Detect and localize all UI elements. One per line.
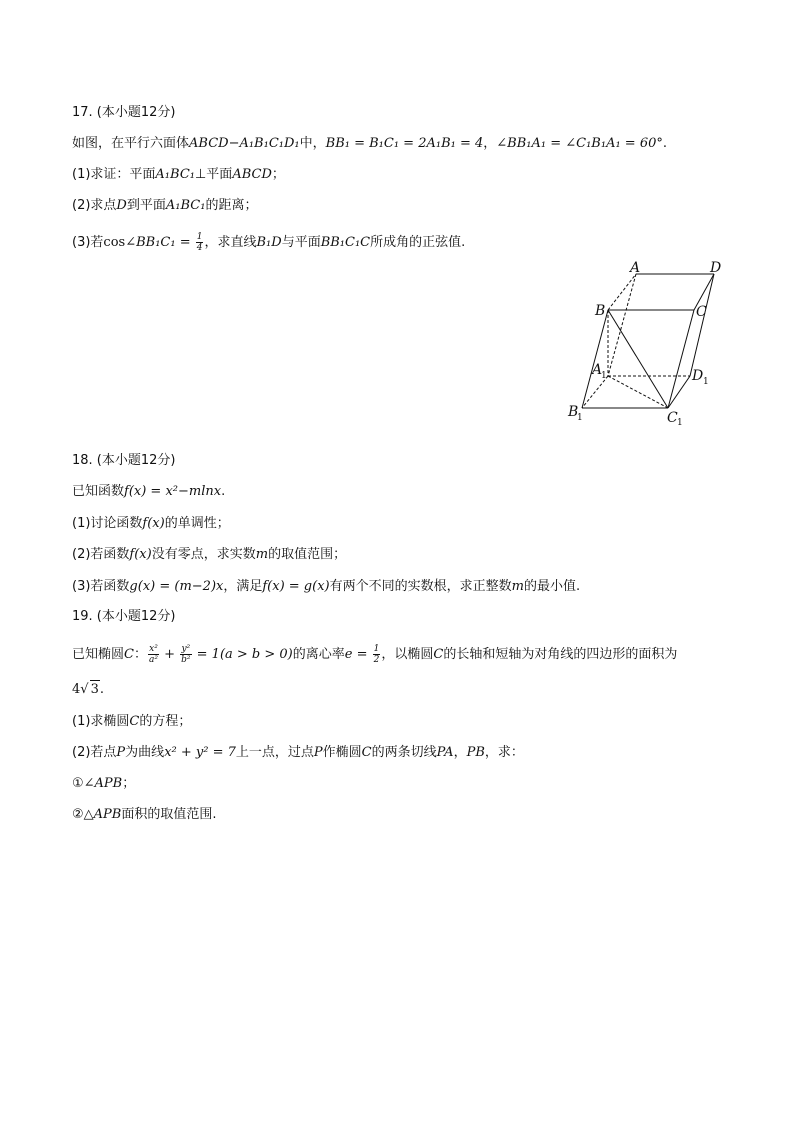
edge-BB1 — [582, 310, 608, 408]
q18-part-2 — [72, 546, 346, 564]
edge-CC1 — [668, 310, 694, 408]
label-D: D — [710, 260, 722, 276]
q19-intro-text: 已知椭圆 — [72, 647, 125, 662]
q17-p3-mid2: 与平面 — [281, 235, 321, 250]
q19-intro-text-2: 的离心率 — [292, 647, 345, 662]
q19-p2-mid4: 的两条切线 — [371, 745, 437, 760]
q17-angles: ∠BB₁A₁ = ∠C₁B₁A₁ = 60° — [496, 136, 663, 151]
q19-s1-expr: ∠APB — [83, 776, 123, 791]
q19-p2-comma: ， — [453, 745, 467, 760]
q17-part-3 — [72, 232, 465, 253]
q18-p3-end: 的最小值. — [523, 579, 581, 594]
q17-p3-end: 所成角的正弦值. — [370, 235, 466, 250]
label-D1: D — [692, 368, 704, 384]
q19-C2: C — [433, 647, 444, 662]
q19-ellipse-rest: = 1(a > b > 0) — [192, 647, 293, 662]
q17-p2-label: (2)求点 — [72, 198, 117, 213]
label-B1: B — [568, 404, 579, 420]
q19-ellipse-x-num: x² — [149, 644, 158, 654]
label-C1: C — [667, 410, 678, 426]
q18-part-3 — [72, 578, 580, 596]
q17-p2-point: D — [116, 198, 127, 213]
label-C: C — [696, 304, 707, 320]
q19-ellipse-y-frac — [180, 644, 191, 665]
q18-p2-var: m — [255, 547, 269, 562]
q19-sub-1 — [72, 775, 135, 793]
q17-p3-cos: cos — [103, 235, 126, 250]
q19-p2-mid1: 为曲线 — [125, 745, 165, 760]
q18-intro-end: . — [221, 484, 226, 499]
label-B: B — [595, 303, 606, 319]
q18-intro — [72, 483, 225, 501]
q18-function: f(x) = x²−mlnx — [124, 484, 222, 499]
q19-p2-mid2: 上一点，过点 — [235, 745, 314, 760]
q19-p2-PB: PB — [466, 745, 485, 760]
q19-area-coef: 4 — [72, 682, 81, 697]
q17-p3-line: B₁D — [256, 235, 282, 250]
label-A1: A — [592, 362, 603, 378]
q18-p3-mid1: ，满足 — [223, 579, 263, 594]
q19-ellipse-y-den: b² — [181, 655, 191, 665]
q19-p2-end: ，求： — [484, 745, 524, 760]
q17-p1-plane1: A₁BC₁ — [155, 167, 195, 182]
q19-s2-expr: △APB — [83, 807, 122, 822]
edge-AA1 — [608, 274, 636, 376]
q18-p3-mid2: 有两个不同的实数根，求正整数 — [329, 579, 512, 594]
edge-BC1 — [608, 310, 668, 408]
q19-s1-label: ① — [72, 776, 84, 791]
q17-p3-label: (3)若 — [72, 235, 104, 250]
q17-p2-mid: 到平面 — [126, 198, 166, 213]
q19-p2-curve: x² + y² = 7 — [164, 745, 236, 760]
q19-s2-label: ② — [72, 807, 84, 822]
q17-p1-end: ； — [271, 167, 285, 182]
edge-A1C1 — [608, 376, 668, 408]
q19-p1-end: 的方程； — [139, 714, 192, 729]
q18-p2-fn: f(x) — [129, 547, 152, 562]
q19-C: C — [124, 647, 134, 662]
q19-s1-end: ； — [122, 776, 136, 791]
q19-header: 19. (本小题12分) — [72, 609, 176, 624]
label-A1-sub: 1 — [601, 371, 607, 381]
q19-part-1 — [72, 713, 191, 731]
q17-p3-mid1: ，求直线 — [204, 235, 257, 250]
q19-area-end: . — [99, 682, 104, 697]
q17-intro-text-2: 中， — [299, 136, 326, 151]
q18-p3-label: (3)若函数 — [72, 579, 130, 594]
q19-p1-C: C — [129, 714, 140, 729]
q17-part-1 — [72, 166, 285, 184]
q17-p3-angle: ∠BB₁C₁ — [125, 235, 176, 250]
q19-ellipse-plus: + — [159, 647, 180, 662]
q17-period: . — [662, 136, 668, 151]
q19-p2-P2: P — [313, 745, 323, 760]
label-A: A — [630, 260, 641, 276]
q19-ellipse-x-frac — [148, 644, 159, 665]
q19-intro-text-4: 的长轴和短轴为对角线的四边形的面积为 — [443, 647, 678, 662]
q18-part-1 — [72, 515, 230, 533]
q17-p3-plane: BB₁C₁C — [320, 235, 371, 250]
q19-p2-mid3: 作椭圆 — [322, 745, 362, 760]
q18-p3-var: m — [511, 579, 524, 594]
q17-solid: ABCD−A₁B₁C₁D₁ — [189, 136, 300, 151]
edge-DD1 — [690, 274, 714, 376]
q19-radical-sign: √ — [80, 682, 89, 697]
q19-sub-2 — [72, 806, 216, 824]
q18-p2-end: 的取值范围； — [268, 547, 347, 562]
q17-p1-plane2: ABCD — [232, 167, 272, 182]
q19-intro-text-3: ，以椭圆 — [381, 647, 434, 662]
label-D1-sub: 1 — [703, 377, 709, 387]
q19-ellipse-y-num: y² — [181, 644, 191, 654]
q18-p1-fn: f(x) — [142, 516, 165, 531]
q18-p3-fn: g(x) = (m−2)x — [129, 579, 224, 594]
q18-header: 18. (本小题12分) — [72, 453, 176, 468]
q19-p2-C: C — [361, 745, 372, 760]
q19-area — [72, 680, 104, 699]
q17-p3-frac-den: 4 — [196, 243, 203, 253]
q18-p2-label: (2)若函数 — [72, 547, 130, 562]
q17-intro — [72, 135, 667, 153]
q19-ecc-frac — [373, 644, 381, 665]
q19-ecc-den: 2 — [373, 655, 380, 665]
q19-p2-P: P — [116, 745, 126, 760]
label-B1-sub: 1 — [577, 413, 583, 423]
edge-BA — [608, 274, 636, 310]
edge-C1D1 — [668, 376, 690, 408]
q17-intro-text: 如图，在平行六面体 — [72, 136, 190, 151]
q19-p1-label: (1)求椭圆 — [72, 714, 130, 729]
q18-p1-label: (1)讨论函数 — [72, 516, 143, 531]
q17-sep: ， — [483, 136, 497, 151]
q19-colon: ： — [133, 647, 147, 662]
q17-part-2 — [72, 197, 257, 215]
q17-p2-plane: A₁BC₁ — [165, 198, 206, 213]
q18-p1-end: 的单调性； — [164, 516, 230, 531]
q19-s2-end: 面积的取值范围. — [121, 807, 217, 822]
q19-ellipse-x-den: a² — [148, 655, 158, 665]
q17-p2-end: 的距离； — [205, 198, 258, 213]
label-C1-sub: 1 — [677, 418, 683, 428]
q17-p1-label: (1)求证：平面 — [72, 167, 156, 182]
q19-intro — [72, 644, 677, 665]
q19-ecc-num: 1 — [373, 644, 380, 654]
q18-intro-text: 已知函数 — [72, 484, 125, 499]
q19-p2-PA: PA — [436, 745, 454, 760]
q19-area-radicand: 3 — [90, 682, 99, 697]
q18-p2-mid: 没有零点，求实数 — [151, 547, 256, 562]
q17-p3-frac-num: 1 — [196, 232, 203, 242]
q17-p1-mid: ⊥平面 — [194, 167, 233, 182]
q17-header: 17. (本小题12分) — [72, 105, 176, 120]
q18-p3-eq: f(x) = g(x) — [262, 579, 330, 594]
q17-p3-eq: = — [175, 235, 195, 250]
parallelepiped-figure — [560, 258, 730, 428]
q17-p3-fraction — [196, 232, 204, 253]
q19-ecc: e = — [344, 647, 372, 662]
q19-p2-label: (2)若点 — [72, 745, 117, 760]
q19-part-2 — [72, 744, 524, 762]
q17-lengths: BB₁ = B₁C₁ = 2A₁B₁ = 4 — [325, 136, 484, 151]
